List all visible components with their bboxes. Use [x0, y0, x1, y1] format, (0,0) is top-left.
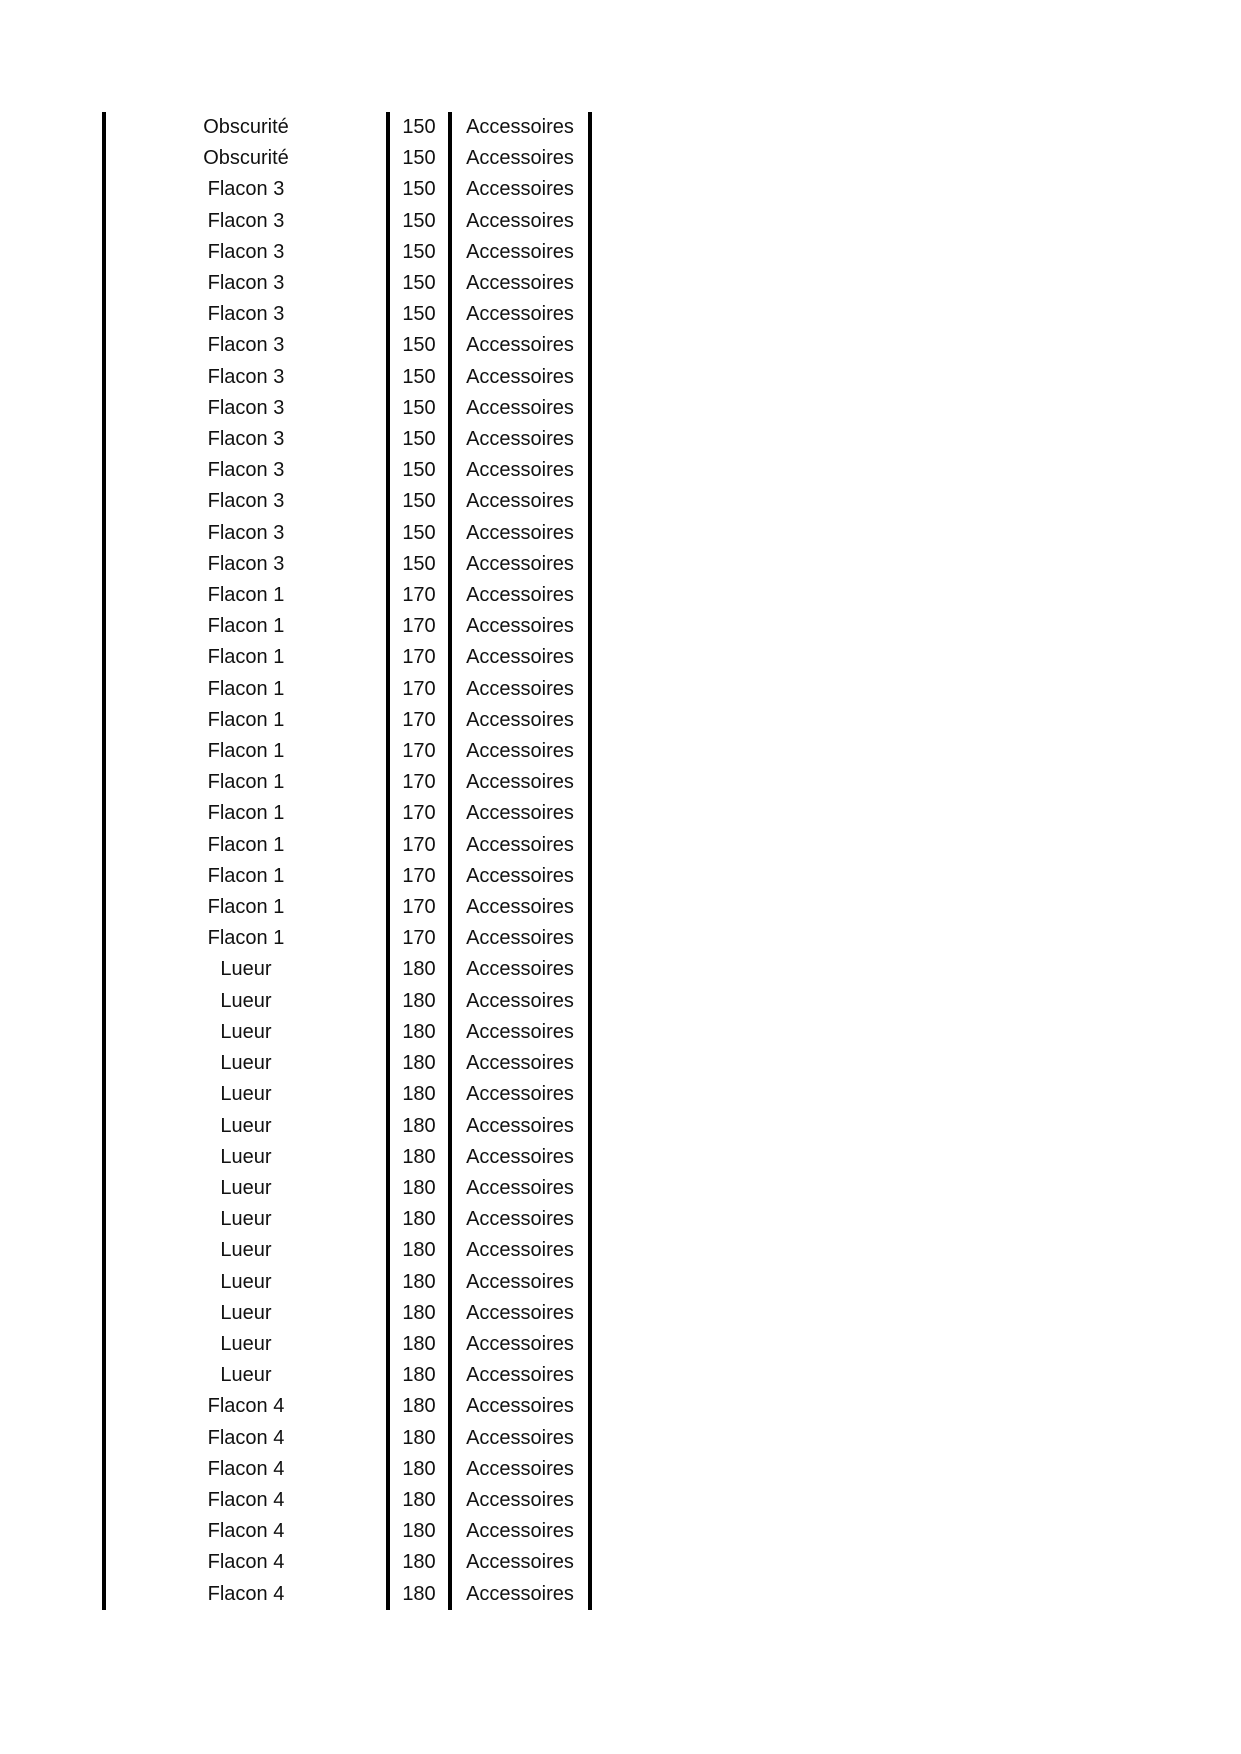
- table-row: [104, 861, 590, 892]
- table-row: [104, 518, 590, 549]
- cell-value: 180: [388, 1204, 450, 1235]
- cell-value: 170: [388, 830, 450, 861]
- cell-name: Flacon 1: [104, 705, 388, 736]
- cell-name: Flacon 4: [104, 1423, 388, 1454]
- cell-value: 180: [388, 1579, 450, 1610]
- cell-value: 150: [388, 237, 450, 268]
- table-row: [104, 330, 590, 361]
- table-row: [104, 1516, 590, 1547]
- cell-category: Accessoires: [450, 518, 590, 549]
- cell-name: Flacon 3: [104, 518, 388, 549]
- cell-category: Accessoires: [450, 923, 590, 954]
- cell-value: 180: [388, 1267, 450, 1298]
- cell-name: Obscurité: [104, 143, 388, 174]
- cell-value: 150: [388, 143, 450, 174]
- table-row: [104, 642, 590, 673]
- cell-name: Flacon 3: [104, 549, 388, 580]
- cell-value: 180: [388, 1391, 450, 1422]
- cell-name: Flacon 3: [104, 330, 388, 361]
- table-row: [104, 1142, 590, 1173]
- cell-name: Flacon 3: [104, 268, 388, 299]
- cell-name: Flacon 3: [104, 362, 388, 393]
- cell-category: Accessoires: [450, 861, 590, 892]
- cell-value: 150: [388, 362, 450, 393]
- table-row: [104, 206, 590, 237]
- cell-value: 150: [388, 393, 450, 424]
- cell-category: Accessoires: [450, 1579, 590, 1610]
- cell-name: Flacon 1: [104, 674, 388, 705]
- cell-name: Flacon 3: [104, 393, 388, 424]
- cell-name: Flacon 3: [104, 206, 388, 237]
- cell-value: 180: [388, 1235, 450, 1266]
- table-row: [104, 455, 590, 486]
- table-row: [104, 674, 590, 705]
- cell-category: Accessoires: [450, 174, 590, 205]
- table-row: [104, 892, 590, 923]
- cell-category: Accessoires: [450, 393, 590, 424]
- cell-value: 180: [388, 1111, 450, 1142]
- cell-name: Lueur: [104, 1111, 388, 1142]
- table-row: [104, 954, 590, 985]
- cell-category: Accessoires: [450, 143, 590, 174]
- cell-category: Accessoires: [450, 954, 590, 985]
- cell-category: Accessoires: [450, 798, 590, 829]
- cell-name: Lueur: [104, 1267, 388, 1298]
- cell-category: Accessoires: [450, 611, 590, 642]
- cell-category: Accessoires: [450, 549, 590, 580]
- cell-category: Accessoires: [450, 299, 590, 330]
- cell-value: 180: [388, 954, 450, 985]
- cell-category: Accessoires: [450, 1173, 590, 1204]
- table-row: [104, 549, 590, 580]
- table-row: [104, 486, 590, 517]
- cell-value: 150: [388, 549, 450, 580]
- cell-value: 180: [388, 1017, 450, 1048]
- table-row: [104, 736, 590, 767]
- spreadsheet-page: [102, 112, 592, 1610]
- cell-name: Lueur: [104, 986, 388, 1017]
- cell-name: Flacon 1: [104, 611, 388, 642]
- cell-name: Flacon 3: [104, 174, 388, 205]
- table-row: [104, 1048, 590, 1079]
- cell-name: Flacon 1: [104, 861, 388, 892]
- cell-category: Accessoires: [450, 1516, 590, 1547]
- cell-category: Accessoires: [450, 1048, 590, 1079]
- cell-category: Accessoires: [450, 268, 590, 299]
- table-row: [104, 393, 590, 424]
- table-row: [104, 1079, 590, 1110]
- cell-value: 170: [388, 892, 450, 923]
- table-row: [104, 424, 590, 455]
- cell-value: 150: [388, 299, 450, 330]
- cell-category: Accessoires: [450, 830, 590, 861]
- data-table: [102, 112, 592, 1610]
- cell-name: Flacon 3: [104, 424, 388, 455]
- cell-category: Accessoires: [450, 674, 590, 705]
- table-row: [104, 1017, 590, 1048]
- cell-category: Accessoires: [450, 330, 590, 361]
- cell-name: Lueur: [104, 1048, 388, 1079]
- cell-category: Accessoires: [450, 237, 590, 268]
- cell-value: 170: [388, 705, 450, 736]
- cell-name: Lueur: [104, 1142, 388, 1173]
- cell-value: 180: [388, 1142, 450, 1173]
- table-row: [104, 1235, 590, 1266]
- cell-category: Accessoires: [450, 1360, 590, 1391]
- cell-name: Lueur: [104, 1173, 388, 1204]
- table-row: [104, 580, 590, 611]
- cell-name: Flacon 1: [104, 642, 388, 673]
- table-row: [104, 112, 590, 143]
- cell-category: Accessoires: [450, 455, 590, 486]
- cell-category: Accessoires: [450, 1079, 590, 1110]
- cell-value: 180: [388, 1485, 450, 1516]
- cell-value: 150: [388, 424, 450, 455]
- table-row: [104, 362, 590, 393]
- cell-value: 170: [388, 767, 450, 798]
- cell-category: Accessoires: [450, 112, 590, 143]
- cell-name: Flacon 4: [104, 1454, 388, 1485]
- cell-category: Accessoires: [450, 1298, 590, 1329]
- cell-value: 150: [388, 518, 450, 549]
- table-row: [104, 611, 590, 642]
- cell-category: Accessoires: [450, 1204, 590, 1235]
- cell-value: 150: [388, 268, 450, 299]
- cell-category: Accessoires: [450, 362, 590, 393]
- cell-value: 150: [388, 112, 450, 143]
- table-row: [104, 798, 590, 829]
- cell-name: Flacon 1: [104, 830, 388, 861]
- cell-category: Accessoires: [450, 580, 590, 611]
- cell-name: Lueur: [104, 1017, 388, 1048]
- table-row: [104, 1579, 590, 1610]
- cell-value: 170: [388, 861, 450, 892]
- cell-value: 170: [388, 611, 450, 642]
- cell-name: Flacon 4: [104, 1547, 388, 1578]
- table-row: [104, 923, 590, 954]
- cell-value: 180: [388, 1298, 450, 1329]
- cell-name: Obscurité: [104, 112, 388, 143]
- cell-value: 180: [388, 1360, 450, 1391]
- table-row: [104, 1204, 590, 1235]
- cell-category: Accessoires: [450, 424, 590, 455]
- cell-name: Flacon 4: [104, 1579, 388, 1610]
- cell-category: Accessoires: [450, 206, 590, 237]
- cell-name: Flacon 1: [104, 923, 388, 954]
- table-row: [104, 1267, 590, 1298]
- cell-value: 170: [388, 923, 450, 954]
- cell-value: 170: [388, 798, 450, 829]
- cell-value: 180: [388, 1423, 450, 1454]
- cell-value: 180: [388, 1329, 450, 1360]
- cell-name: Flacon 1: [104, 767, 388, 798]
- cell-category: Accessoires: [450, 1547, 590, 1578]
- table-row: [104, 1360, 590, 1391]
- cell-value: 180: [388, 1454, 450, 1485]
- table-body: [104, 112, 590, 1610]
- table-row: [104, 1111, 590, 1142]
- table-row: [104, 143, 590, 174]
- cell-name: Lueur: [104, 1079, 388, 1110]
- cell-value: 180: [388, 1516, 450, 1547]
- cell-name: Lueur: [104, 1298, 388, 1329]
- cell-name: Lueur: [104, 954, 388, 985]
- cell-name: Lueur: [104, 1235, 388, 1266]
- cell-value: 150: [388, 330, 450, 361]
- cell-value: 180: [388, 986, 450, 1017]
- table-row: [104, 237, 590, 268]
- table-row: [104, 1329, 590, 1360]
- table-row: [104, 1391, 590, 1422]
- table-row: [104, 705, 590, 736]
- table-row: [104, 268, 590, 299]
- cell-name: Lueur: [104, 1360, 388, 1391]
- table-row: [104, 299, 590, 330]
- cell-value: 150: [388, 174, 450, 205]
- table-row: [104, 1547, 590, 1578]
- cell-category: Accessoires: [450, 986, 590, 1017]
- cell-category: Accessoires: [450, 1454, 590, 1485]
- cell-category: Accessoires: [450, 642, 590, 673]
- cell-category: Accessoires: [450, 1017, 590, 1048]
- cell-name: Flacon 4: [104, 1485, 388, 1516]
- cell-value: 150: [388, 486, 450, 517]
- cell-category: Accessoires: [450, 1267, 590, 1298]
- cell-value: 150: [388, 206, 450, 237]
- table-row: [104, 986, 590, 1017]
- cell-value: 180: [388, 1079, 450, 1110]
- cell-name: Flacon 3: [104, 299, 388, 330]
- cell-name: Flacon 1: [104, 580, 388, 611]
- cell-value: 180: [388, 1173, 450, 1204]
- cell-value: 150: [388, 455, 450, 486]
- cell-category: Accessoires: [450, 767, 590, 798]
- cell-category: Accessoires: [450, 705, 590, 736]
- cell-category: Accessoires: [450, 1329, 590, 1360]
- cell-value: 170: [388, 642, 450, 673]
- cell-name: Flacon 3: [104, 237, 388, 268]
- cell-name: Flacon 1: [104, 798, 388, 829]
- cell-value: 180: [388, 1048, 450, 1079]
- table-row: [104, 830, 590, 861]
- cell-category: Accessoires: [450, 1485, 590, 1516]
- cell-value: 180: [388, 1547, 450, 1578]
- cell-name: Flacon 3: [104, 455, 388, 486]
- table-row: [104, 1298, 590, 1329]
- cell-name: Flacon 4: [104, 1516, 388, 1547]
- cell-name: Lueur: [104, 1329, 388, 1360]
- table-row: [104, 1454, 590, 1485]
- cell-name: Flacon 4: [104, 1391, 388, 1422]
- cell-category: Accessoires: [450, 1111, 590, 1142]
- cell-value: 170: [388, 580, 450, 611]
- cell-category: Accessoires: [450, 1142, 590, 1173]
- cell-name: Lueur: [104, 1204, 388, 1235]
- cell-category: Accessoires: [450, 892, 590, 923]
- cell-category: Accessoires: [450, 1391, 590, 1422]
- cell-name: Flacon 1: [104, 892, 388, 923]
- cell-name: Flacon 3: [104, 486, 388, 517]
- table-row: [104, 767, 590, 798]
- cell-category: Accessoires: [450, 486, 590, 517]
- cell-value: 170: [388, 736, 450, 767]
- cell-category: Accessoires: [450, 1423, 590, 1454]
- cell-name: Flacon 1: [104, 736, 388, 767]
- table-row: [104, 1173, 590, 1204]
- table-row: [104, 174, 590, 205]
- table-row: [104, 1423, 590, 1454]
- table-row: [104, 1485, 590, 1516]
- cell-category: Accessoires: [450, 1235, 590, 1266]
- cell-value: 170: [388, 674, 450, 705]
- cell-category: Accessoires: [450, 736, 590, 767]
